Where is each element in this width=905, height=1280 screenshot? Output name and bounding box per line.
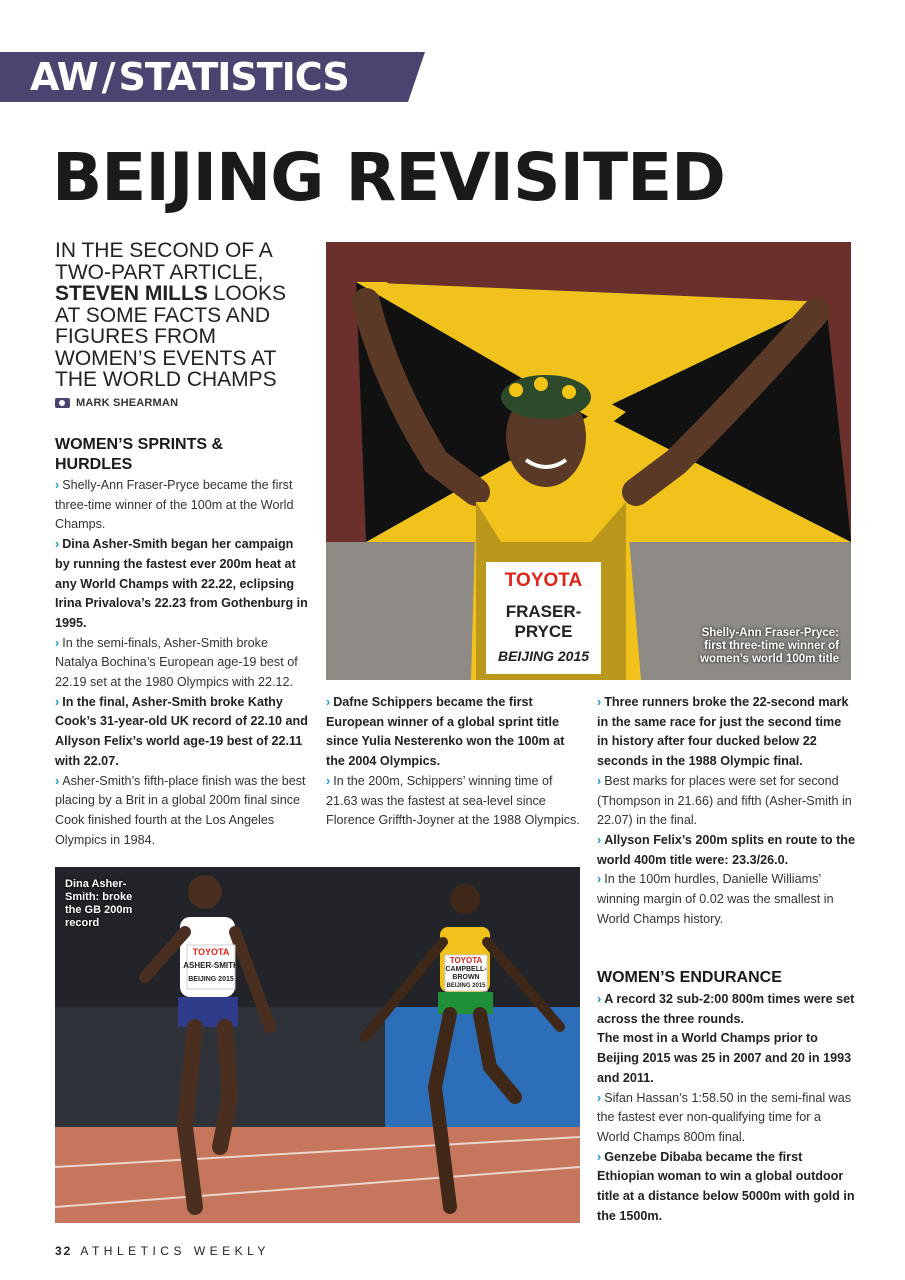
bib-sponsor: TOYOTA [504,570,583,591]
paragraph: The most in a World Champs prior to Beijing 2015 was 25 in 2007 and 20 in 1993 and 2011. [597,1031,852,1085]
article-column-3 [597,693,855,929]
page-footer [55,1244,270,1258]
paragraph: › Dina Asher-Smith began her campaign by running the fastest ever 200m heat at any World Champs with 22.22, eclipsing Irina Privalova’s 22.23 from Gothenburg in 1995. [55,537,308,630]
paragraph: › Dafne Schippers became the first European winner of a global sprint title since Yulia Nesterenko won the 100m at the 2004 Olympics. [326,695,565,769]
chevron-right-icon: › [55,694,60,709]
article-column-3-endurance [597,990,855,1226]
bib1-event: BEIJING 2015 [188,976,234,983]
bib1-sponsor: TOYOTA [192,947,230,957]
article-column-2 [326,693,581,831]
paragraph: › Best marks for places were set for second (Thompson in 21.66) and fifth (Asher-Smith in 22.07) in the final. [597,773,852,828]
section-name: STATISTICS [118,55,349,99]
bib2-name-1: CAMPBELL- [445,966,487,973]
page-title: BEIJING REVISITED [52,139,725,216]
photo-fraser-pryce [326,242,851,680]
photo-credit: MARK SHEARMAN [55,397,178,409]
magazine-name: ATHLETICS WEEKLY [80,1244,270,1258]
paragraph: › Genzebe Dibaba became the first Ethiopian woman to win a global outdoor title at a distance below 5000m with gold in the 1500m. [597,1149,855,1223]
chevron-right-icon: › [55,773,60,788]
section-heading-endurance: WOMEN’S ENDURANCE [597,969,782,986]
camera-icon [55,398,70,408]
chevron-right-icon: › [55,478,60,492]
chevron-right-icon: › [55,537,60,552]
bib1-name: ASHER-SMITH [183,961,239,970]
paragraph: › Sifan Hassan’s 1:58.50 in the semi-final was the fastest ever non-qualifying time for a World Champs 800m final. [597,1090,852,1144]
article-column-1 [55,476,310,850]
chevron-right-icon: › [326,773,331,788]
paragraph: › A record 32 sub-2:00 800m times were set across the three rounds. [597,992,855,1026]
author-name: STEVEN MILLS [55,282,208,305]
section-heading-sprints: WOMEN’S SPRINTS & HURDLES [55,436,224,473]
bib-event: BEIJING 2015 [497,648,590,664]
chevron-right-icon: › [326,695,331,709]
paragraph: › In the 100m hurdles, Danielle Williams’ winning margin of 0.02 was the smallest in World Champs history. [597,872,834,926]
paragraph: › In the final, Asher-Smith broke Kathy Cook’s 31-year-old UK record of 22.10 and Allyson Felix’s world age-19 best of 22.11 with 22.07. [55,694,308,768]
paragraph: › Shelly-Ann Fraser-Pryce became the first three-time winner of the 100m at the World Champs. [55,478,294,532]
chevron-right-icon: › [597,872,602,887]
bib-name: FRASER-PRYCE [505,602,582,641]
bib2-name-2: BROWN [452,974,480,981]
paragraph: › Allyson Felix’s 200m splits en route to the world 400m title were: 23.3/26.0. [597,832,855,867]
paragraph: › In the 200m, Schippers’ winning time of 21.63 was the fastest at sea-level since Florence Griffth-Joyner at the 1988 Olympics. [326,773,580,828]
section-label: AW / STATISTICS [30,55,349,99]
photo-asher-smith [55,867,580,1223]
bib2-event: BEIJING 2015 [446,983,486,989]
chevron-right-icon: › [597,773,602,788]
chevron-right-icon: › [597,832,602,847]
paragraph: › Asher-Smith’s fifth-place finish was the best placing by a Brit in a global 200m final since Cook finished fourth at the Los Angeles Olympics in 1984. [55,773,306,847]
chevron-right-icon: › [597,1149,602,1164]
page-number: 32 [55,1244,73,1258]
photo-caption: Shelly-Ann Fraser-Pryce: first three-time winner of women’s world 100m title [700,627,839,665]
photo-caption: Dina Asher-Smith: broke the GB 200m record [65,878,133,929]
bib2-sponsor: TOYOTA [449,956,483,965]
brand-logo: AW [30,55,98,99]
paragraph: › Three runners broke the 22-second mark in the same race for just the second time in history after four ducked below 22 seconds in the 1988 Olympic final. [597,695,849,769]
chevron-right-icon: › [55,635,60,650]
chevron-right-icon: › [597,1090,602,1105]
paragraph: › In the semi-finals, Asher-Smith broke Natalya Bochina’s European age-19 best of 22.19 set at the 1980 Olympics with 22.12. [55,635,298,690]
chevron-right-icon: › [597,992,602,1006]
standfirst: IN THE SECOND OF A TWO-PART ARTICLE, STEVEN MILLS LOOKS AT SOME FACTS AND FIGURES FROM WOMEN’S EVENTS AT THE WORLD CHAMPS [55,239,287,391]
chevron-right-icon: › [597,695,602,709]
